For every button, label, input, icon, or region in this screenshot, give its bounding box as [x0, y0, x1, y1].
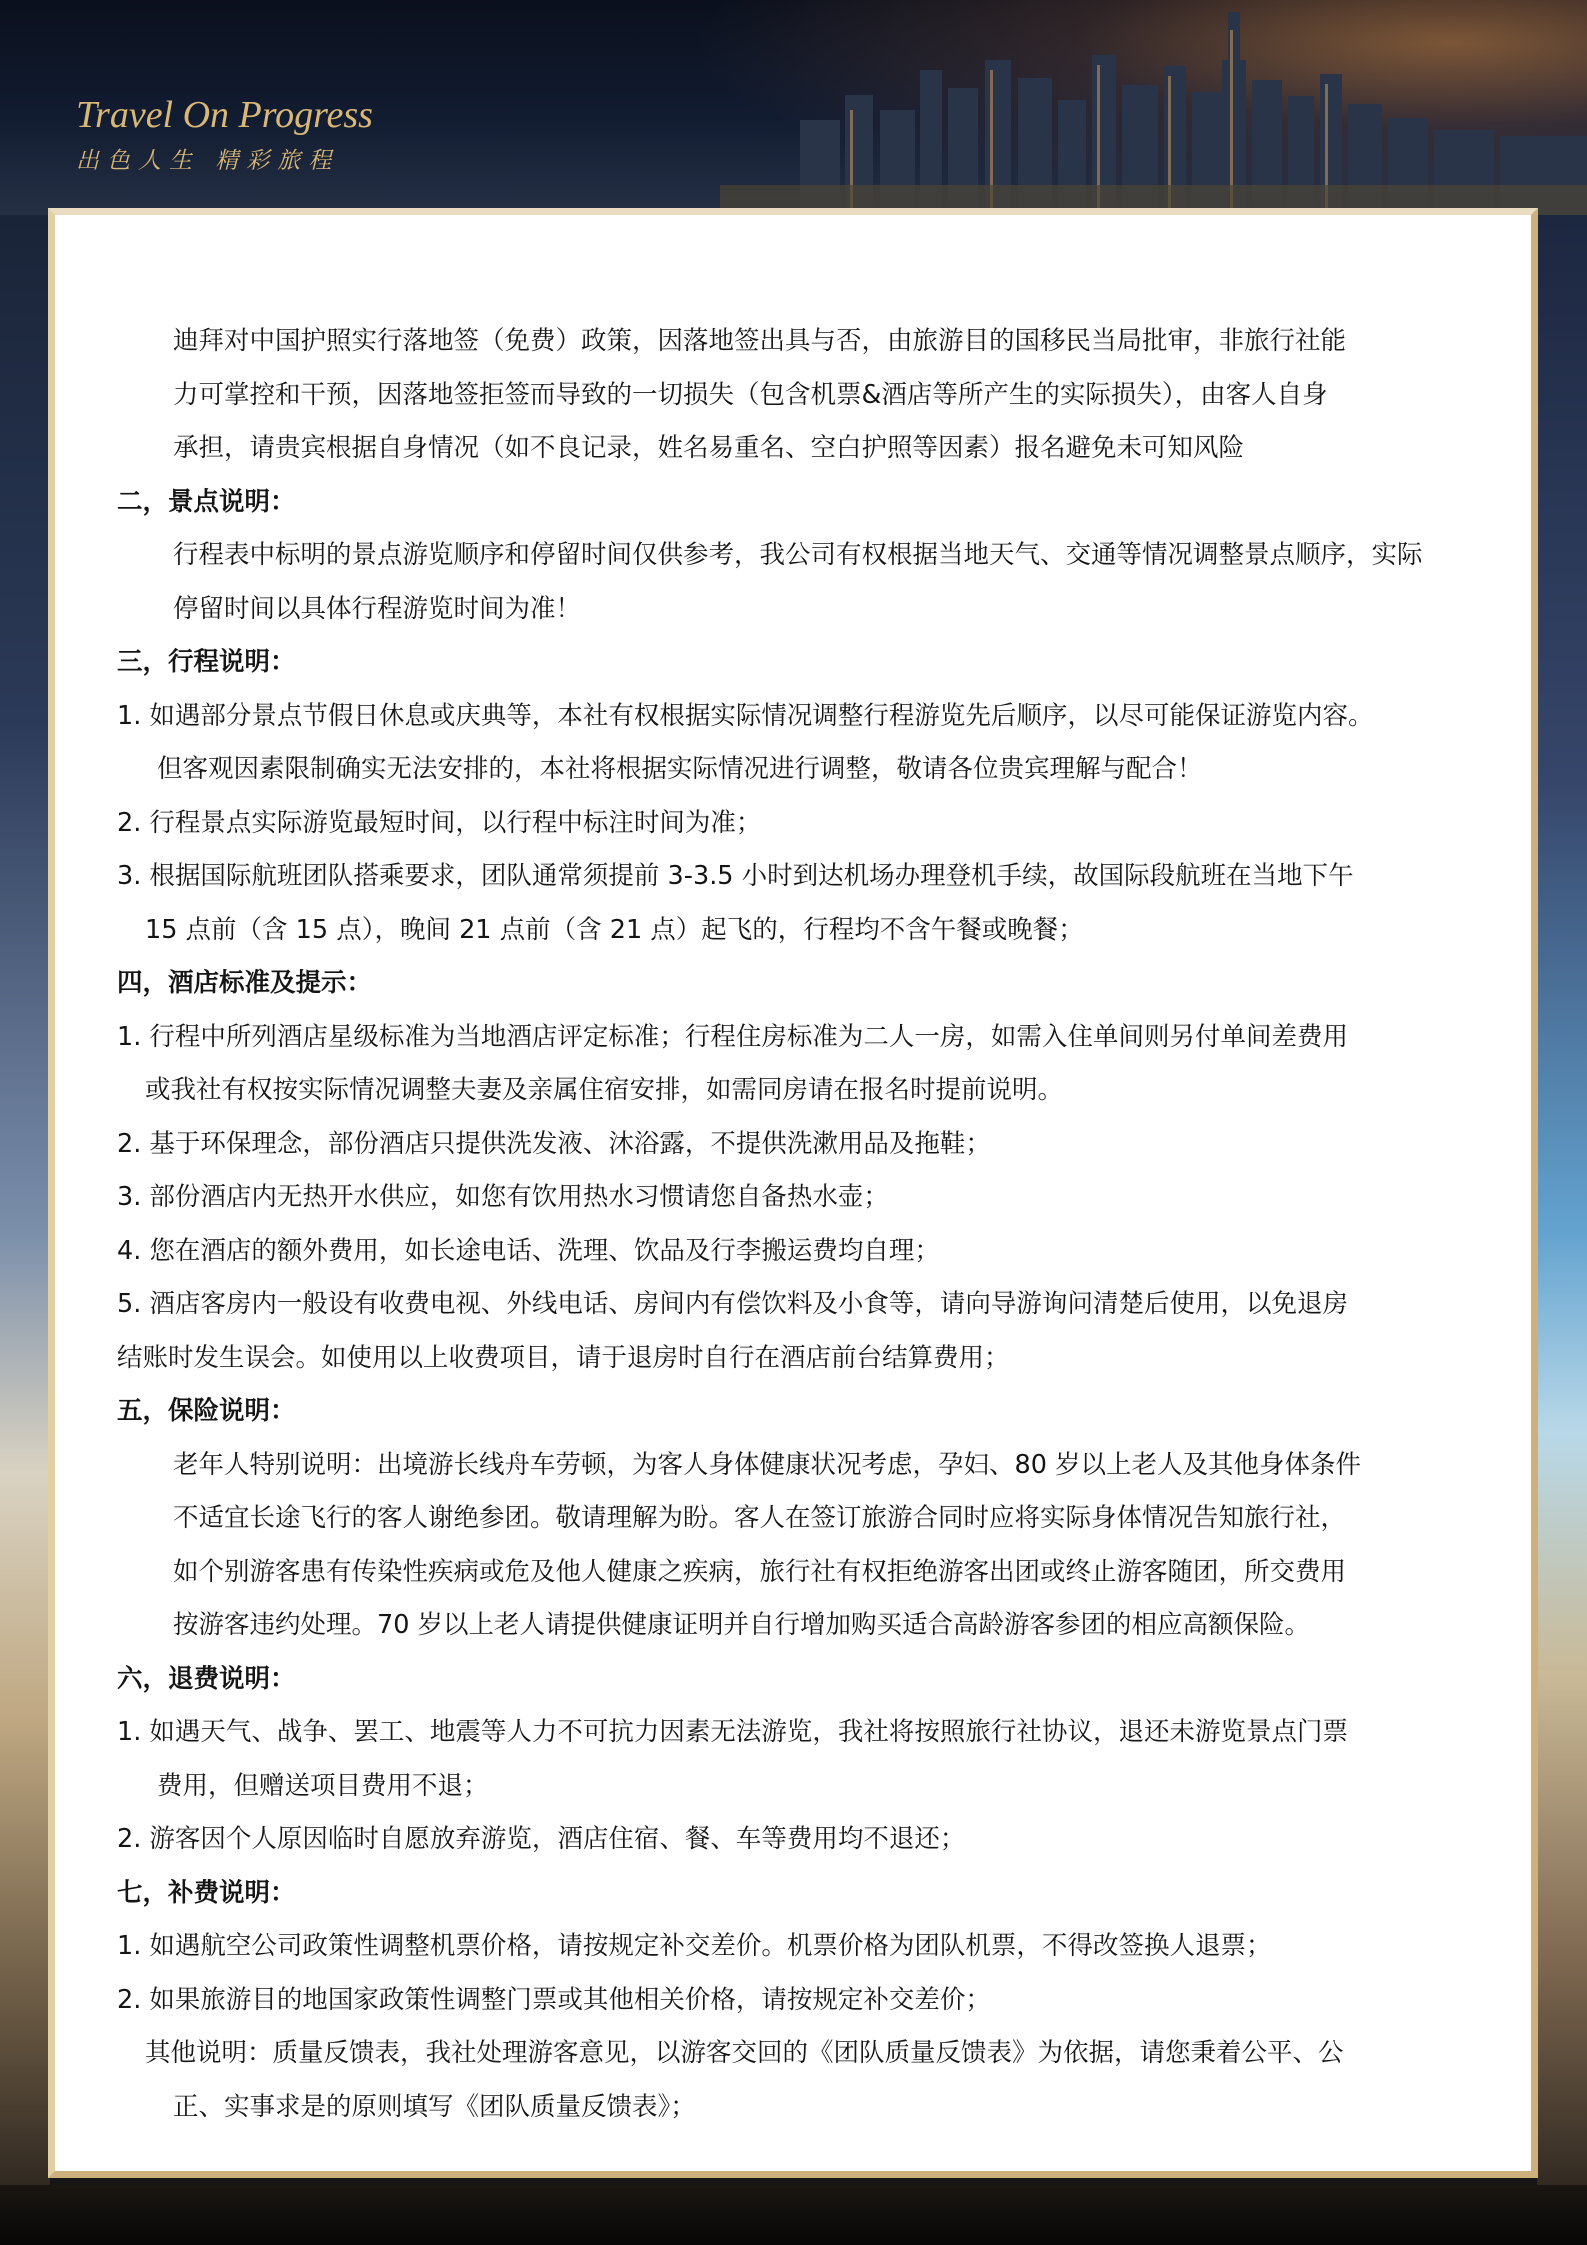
hotel-item-3: 3. 部份酒店内无热开水供应，如您有饮用热水习惯请您自备热水壶；: [117, 1182, 889, 1212]
document-body: [117, 315, 1533, 2134]
hotel-item-5-cont: 结账时发生误会。如使用以上收费项目，请于退房时自行在酒店前台结算费用；: [117, 1342, 1010, 1373]
left-background-scenery: [0, 215, 50, 2245]
hotel-item-4: 4. 您在酒店的额外费用，如长途电话、洗理、饮品及行李搬运费均自理；: [117, 1235, 940, 1266]
hotel-item-1-cont: 或我社有权按实际情况调整夫妻及亲属住宿安排，如需同房请在报名时提前说明。: [145, 1075, 1064, 1105]
itinerary-item-1-cont: 但客观因素限制确实无法安排的，本社将根据实际情况进行调整，敬请各位贵宾理解与配合！: [157, 754, 1203, 784]
brand-logo: [76, 96, 373, 175]
refund-item-1-cont: 费用，但赠送项目费用不退；: [157, 1770, 489, 1801]
hotel-item-5: 5. 酒店客房内一般设有收费电视、外线电话、房间内有偿饮料及小食等，请向导游询问清楚后使用，以免退房: [117, 1289, 1348, 1319]
insurance-heading: 五，保险说明：: [117, 1396, 296, 1426]
itinerary-heading: 三，行程说明：: [117, 647, 296, 677]
hotel-item-2: 2. 基于环保理念，部份酒店只提供洗发液、沐浴露，不提供洗漱用品及拖鞋；: [117, 1128, 991, 1159]
surcharge-item-2: 2. 如果旅游目的地国家政策性调整门票或其他相关价格，请按规定补交差价；: [117, 1984, 991, 2015]
bottom-background: [0, 2185, 1587, 2245]
refund-item-2: 2. 游客因个人原因临时自愿放弃游览，酒店住宿、餐、车等费用均不退还；: [117, 1824, 966, 1854]
insurance-line-2: 不适宜长途飞行的客人谢绝参团。敬请理解为盼。客人在签订旅游合同时应将实际身体情况告知旅行社，: [173, 1503, 1347, 1533]
header-banner: [0, 0, 1587, 215]
surcharge-heading: 七，补费说明：: [117, 1877, 296, 1908]
insurance-line-1: 老年人特别说明：出境游长线舟车劳顿，为客人身体健康状况考虑，孕妇、80 岁以上老人及其他身体条件: [173, 1449, 1362, 1480]
logo-subtitle: 出色人生 精彩旅程: [76, 148, 340, 174]
visa-line-2: 力可掌控和干预，因落地签拒签而导致的一切损失（包含机票&酒店等所产生的实际损失），由客人自身: [173, 379, 1328, 410]
scenic-heading: 二，景点说明：: [117, 486, 296, 517]
itinerary-item-3: 3. 根据国际航班团队搭乘要求，团队通常须提前 3-3.5 小时到达机场办理登机手续，故国际段航班在当地下午: [117, 861, 1354, 891]
scenic-line-2: 停留时间以具体行程游览时间为准！: [173, 593, 582, 624]
itinerary-item-3-cont: 15 点前（含 15 点），晚间 21 点前（含 21 点）起飞的，行程均不含午餐或晚餐；: [145, 914, 1084, 945]
visa-line-1: 迪拜对中国护照实行落地签（免费）政策，因落地签出具与否，由旅游目的国移民当局批审，非旅行社能: [173, 326, 1347, 356]
refund-heading: 六，退费说明：: [117, 1663, 296, 1694]
itinerary-item-1: 1. 如遇部分景点节假日休息或庆典等，本社有权根据实际情况调整行程游览先后顺序，以尽可能保证游览内容。: [117, 700, 1374, 731]
right-background-scenery: [1537, 215, 1587, 2245]
insurance-line-3: 如个别游客患有传染性疾病或危及他人健康之疾病，旅行社有权拒绝游客出团或终止游客随团，所交费用: [173, 1556, 1347, 1587]
logo-title: Travel On Progress: [76, 94, 373, 136]
hotel-heading: 四，酒店标准及提示：: [117, 968, 373, 998]
surcharge-other: 其他说明：质量反馈表，我社处理游客意见，以游客交回的《团队质量反馈表》为依据，请您秉着公平、公: [145, 2038, 1344, 2068]
surcharge-item-1: 1. 如遇航空公司政策性调整机票价格，请按规定补交差价。机票价格为团队机票，不得改签换人退票；: [117, 1931, 1272, 1961]
insurance-line-4: 按游客违约处理。70 岁以上老人请提供健康证明并自行增加购买适合高龄游客参团的相应高额保险。: [173, 1610, 1311, 1640]
visa-line-3: 承担，请贵宾根据自身情况（如不良记录，姓名易重名、空白护照等因素）报名避免未可知风险: [173, 433, 1245, 463]
surcharge-other-cont: 正、实事求是的原则填写《团队质量反馈表》；: [173, 2091, 696, 2122]
itinerary-item-2: 2. 行程景点实际游览最短时间，以行程中标注时间为准；: [117, 807, 762, 838]
hotel-item-1: 1. 行程中所列酒店星级标准为当地酒店评定标准；行程住房标准为二人一房，如需入住单间则另付单间差费用: [117, 1021, 1348, 1052]
scenic-line-1: 行程表中标明的景点游览顺序和停留时间仅供参考，我公司有权根据当地天气、交通等情况调整景点顺序，实际: [173, 540, 1423, 570]
content-card: [48, 208, 1538, 2178]
refund-item-1: 1. 如遇天气、战争、罢工、地震等人力不可抗力因素无法游览，我社将按照旅行社协议，退还未游览景点门票: [117, 1717, 1348, 1747]
